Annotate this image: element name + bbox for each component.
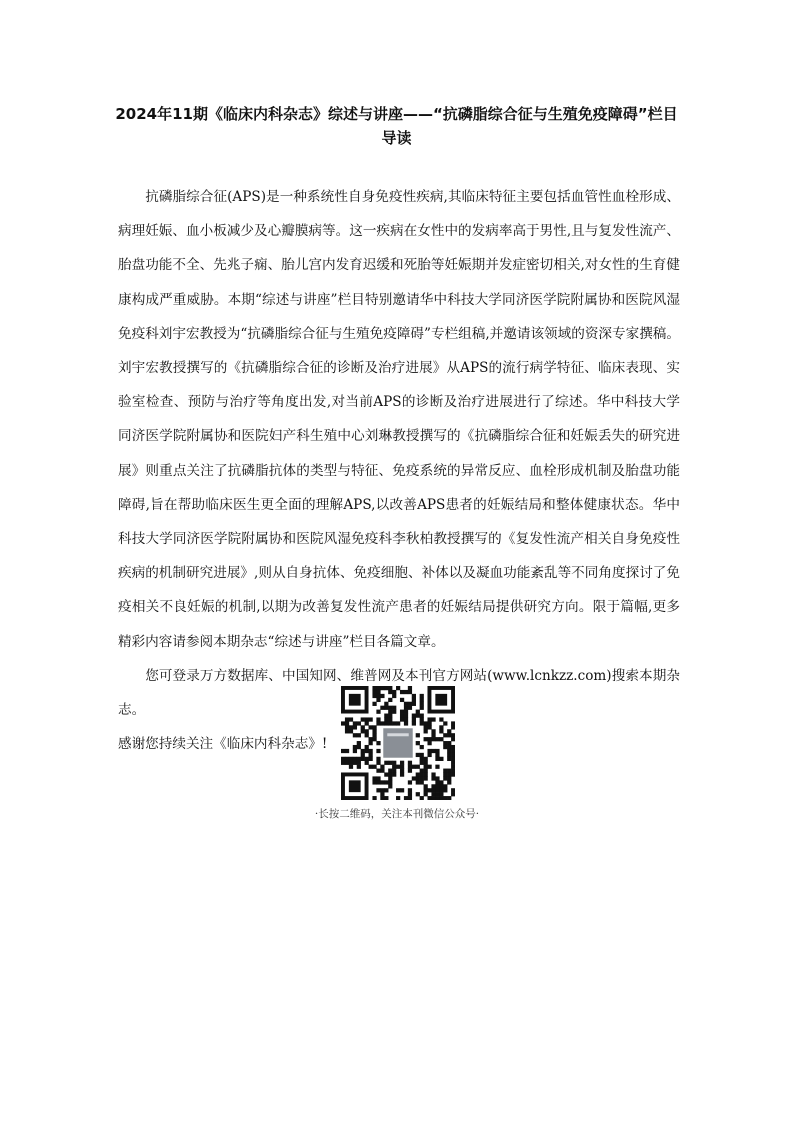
qr-center-logo [383,728,412,757]
article-body [118,180,680,761]
qr-code-icon [341,686,455,800]
qr-caption: ·长按二维码，关注本刊微信公众号· [314,808,480,820]
search-paragraph: 您可登录万方数据库、中国知网、维普网及本刊官方网站(www.lcnkzz.com)搜索本期杂志。 [118,667,680,719]
intro-paragraph: 抗磷脂综合征(APS)是一种系统性自身免疫性疾病,其临床特征主要包括血管性血栓形成、病理妊娠、血小板减少及心瓣膜病等。这一疾病在女性中的发病率高于男性,且与复发性流产、胎盘功能不全、先兆子痫、胎儿宫内发育迟缓和死胎等妊娠期并发症密切相关,对女性的生育健康构成严重威胁。本期“综述与讲座”栏目特别邀请华中科技大学同济医学院附属协和医院风湿免疫科刘宇宏教授为“抗磷脂综合征与生殖免疫障碍”专栏组稿,并邀请该领域的资深专家撰稿。刘宇宏教授撰写的《抗磷脂综合征的诊断及治疗进展》从APS的流行病学特征、临床表现、实验室检查、预防与治疗等角度出发,对当前APS的诊断及治疗进展进行了综述。华中科技大学同济医学院附属协和医院妇产科生殖中心刘琳教授撰写的《抗磷脂综合征和妊娠丢失的研究进展》则重点关注了抗磷脂抗体的类型与特征、免疫系统的异常反应、血栓形成机制及胎盘功能障碍,旨在帮助临床医生更全面的理解APS,以改善APS患者的妊娠结局和整体健康状态。华中科技大学同济医学院附属协和医院风湿免疫科李秋柏教授撰写的《复发性流产相关自身免疫性疾病的机制研究进展》,则从自身抗体、免疫细胞、补体以及凝血功能紊乱等不同角度探讨了免疫相关不良妊娠的机制,以期为改善复发性流产患者的妊娠结局提供研究方向。限于篇幅,更多精彩内容请参阅本期杂志“综述与讲座”栏目各篇文章。 [118,189,680,650]
wechat-qr-code [341,686,455,800]
article-title: 2024年11期《临床内科杂志》综述与讲座——“抗磷脂综合征与生殖免疫障碍”栏目导读 [115,105,678,147]
thanks-paragraph: 感谢您持续关注《临床内科杂志》! [118,736,328,753]
qr-center-logo-mark [387,733,408,736]
